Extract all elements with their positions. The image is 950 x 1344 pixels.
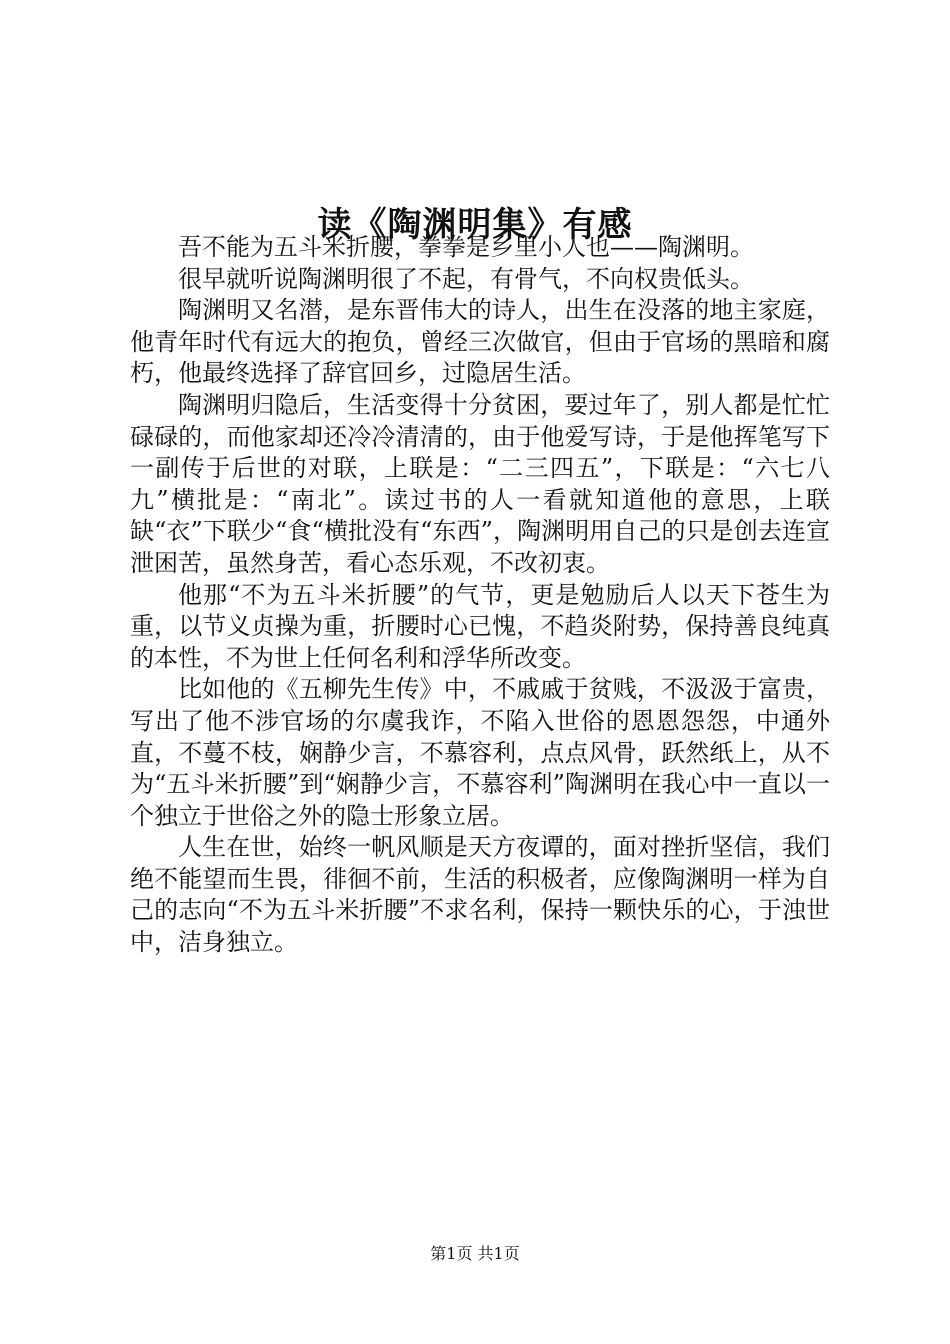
page-footer: 第1页 共1页	[430, 1244, 520, 1263]
document-body	[130, 232, 830, 959]
paragraph: 人生在世，始终一帆风顺是天方夜谭的，面对挫折坚信，我们绝不能望而生畏，徘徊不前，生活的积极者，应像陶渊明一样为自己的志向“不为五斗米折腰”不求名利，保持一颗快乐的心，于浊世中，洁身独立。	[130, 833, 830, 957]
paragraph: 很早就听说陶渊明很了不起，有骨气，不向权贵低头。	[178, 264, 754, 293]
paragraph: 陶渊明归隐后，生活变得十分贫困，要过年了，别人都是忙忙碌碌的，而他家却还冷冷清清的，由于他爱写诗，于是他挥笔写下一副传于后世的对联，上联是：“二三四五”，下联是：“六七八九”横批是：“南北”。读过书的人一看就知道他的意思，上联缺“衣”下联少“食“横批没有“东西”，陶渊明用自己的只是创去连宣泄困苦，虽然身苦，看心态乐观，不改初衷。	[130, 390, 830, 577]
paragraph: 他那“不为五斗米折腰”的气节，更是勉励后人以天下苍生为重，以节义贞操为重，折腰时心已愧，不趋炎附势，保持善良纯真的本性，不为世上任何名利和浮华所改变。	[130, 580, 830, 672]
document-title: 读《陶渊明集》有感	[317, 204, 633, 245]
paragraph: 吾不能为五斗米折腰，拳拳是乡里小人也——陶渊明。	[178, 233, 754, 261]
paragraph: 比如他的《五柳先生传》中，不戚戚于贫贱，不汲汲于富贵，写出了他不涉官场的尔虞我诈，不陷入世俗的恩恩怨怨，中通外直，不蔓不枝，娴静少言，不慕容利，点点风骨，跃然纸上，从不为“五斗米折腰”到“娴静少言，不慕容利”陶渊明在我心中一直以一个独立于世俗之外的隐士形象立居。	[130, 675, 830, 830]
paragraph: 陶渊明又名潜，是东晋伟大的诗人，出生在没落的地主家庭，他青年时代有远大的抱负，曾经三次做官，但由于官场的黑暗和腐朽，他最终选择了辞官回乡，过隐居生活。	[130, 296, 830, 388]
